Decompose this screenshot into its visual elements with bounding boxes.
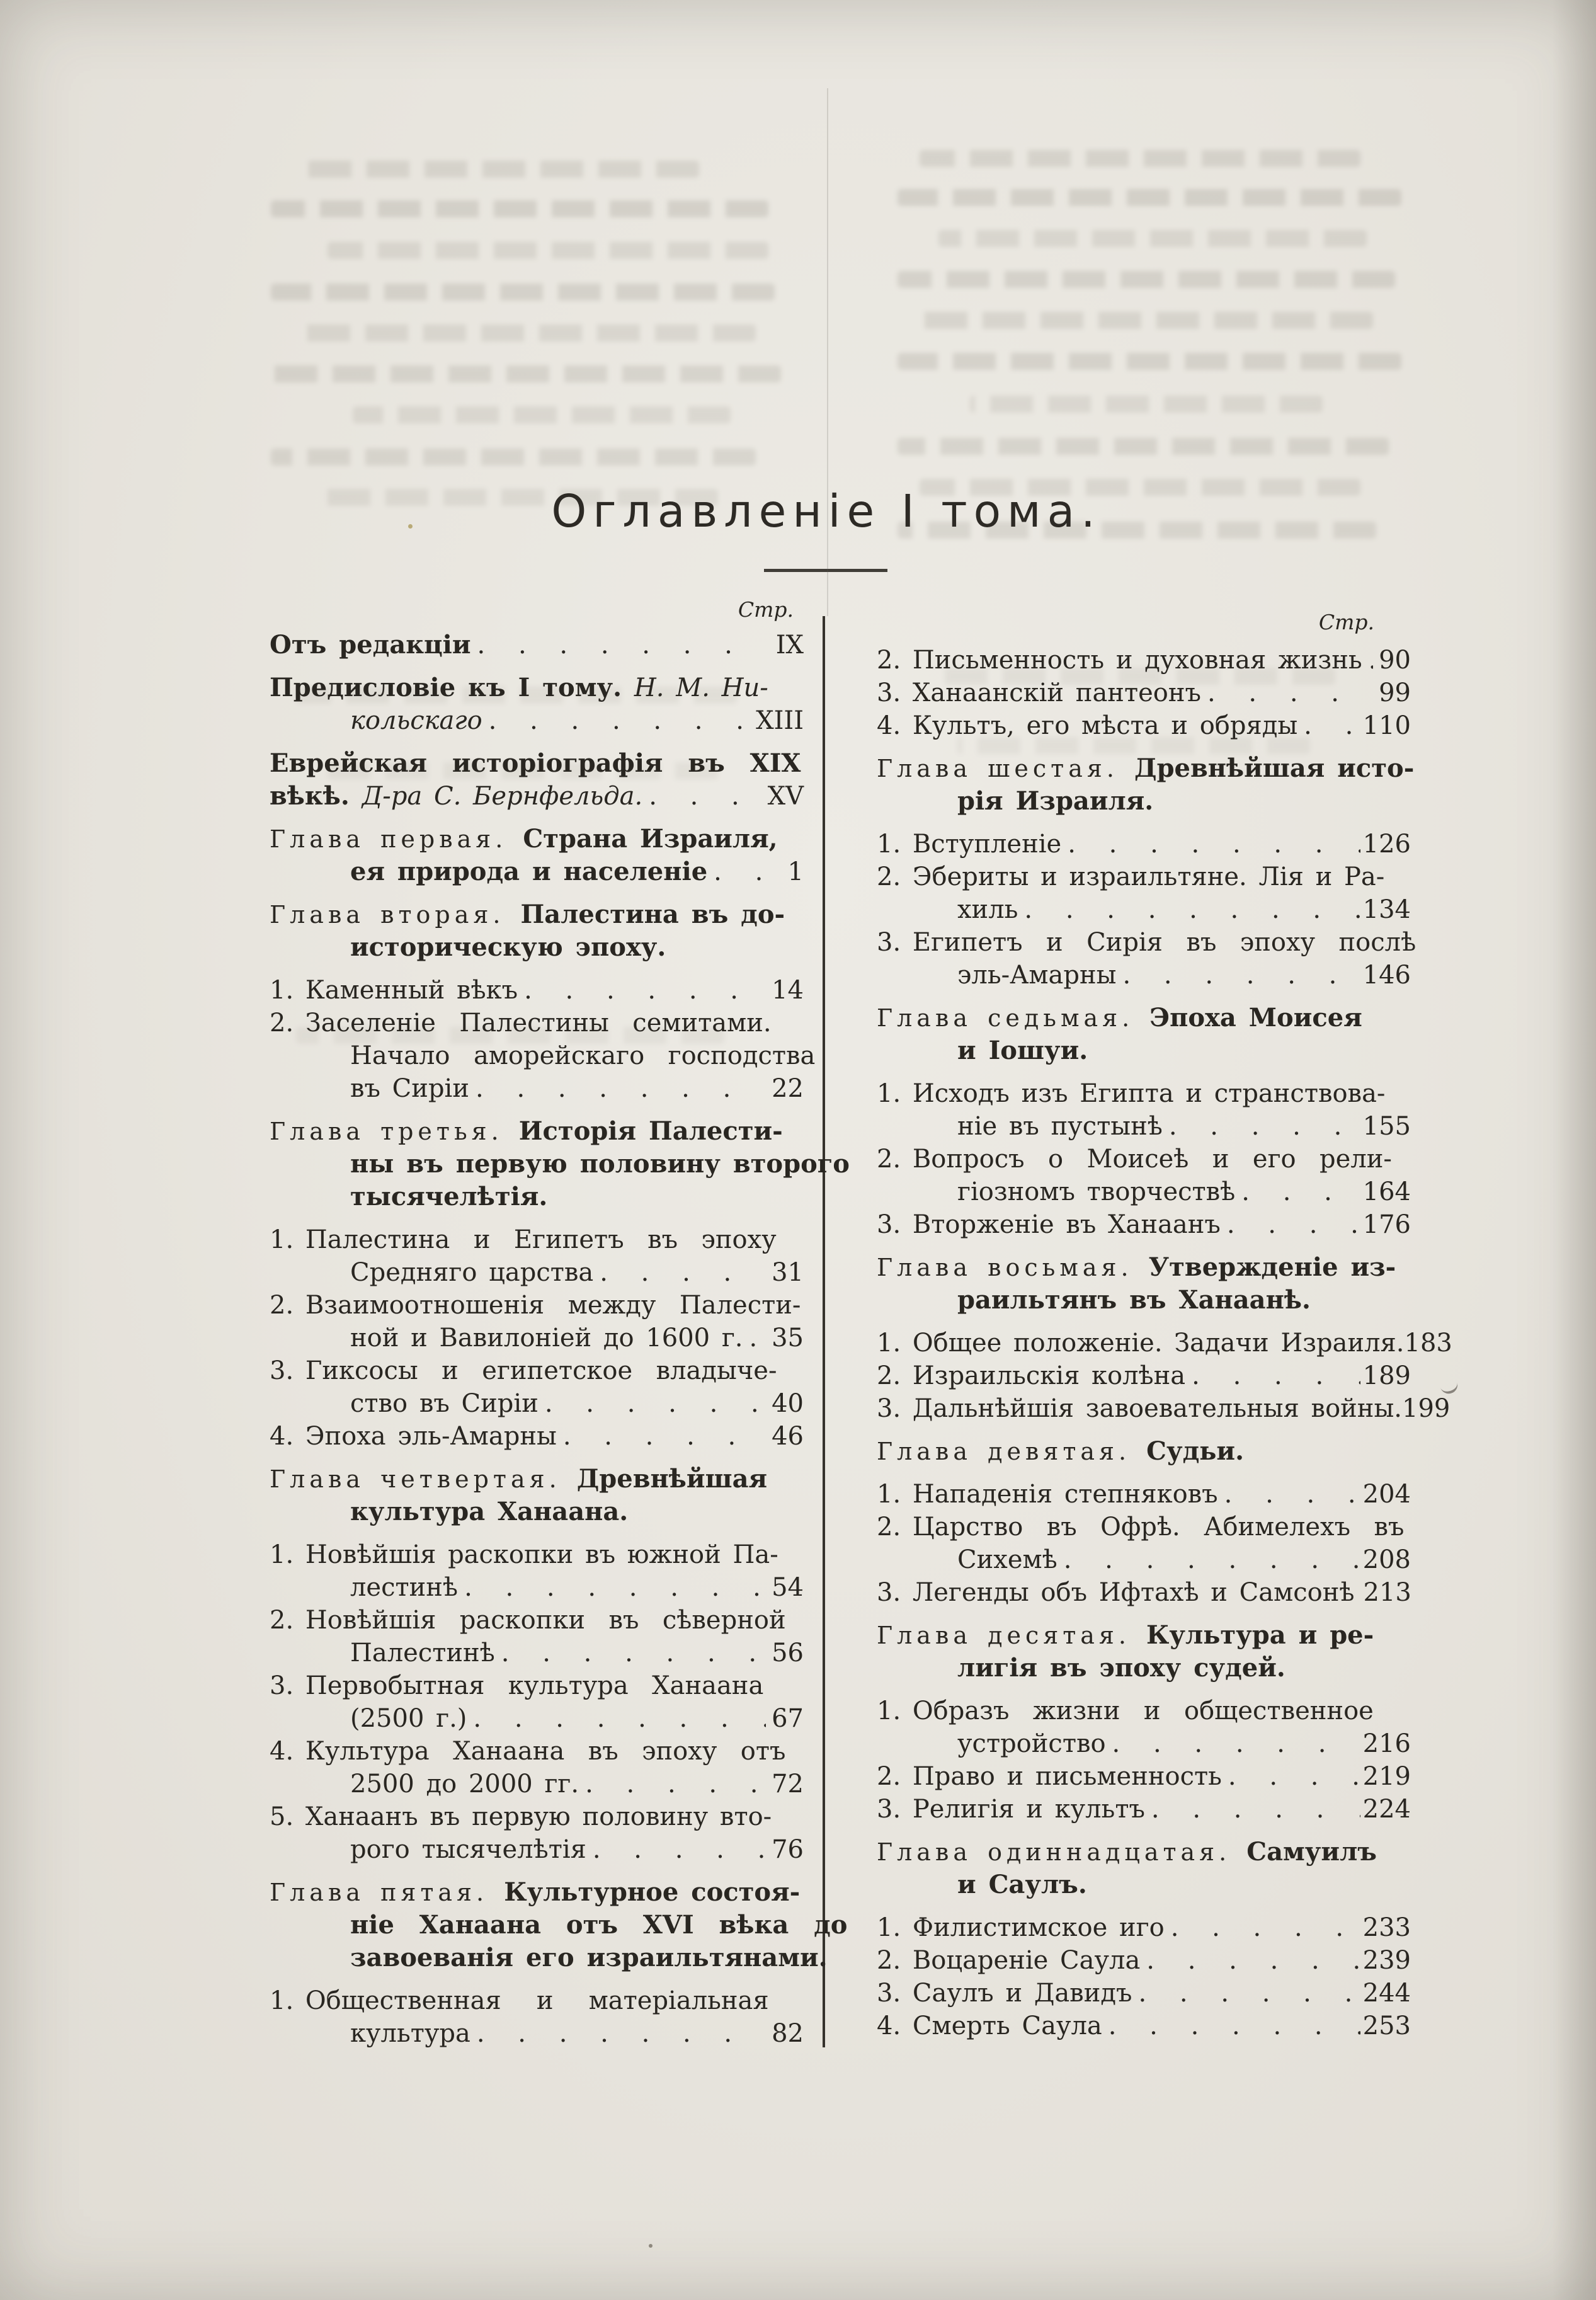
- page-number: 46: [772, 1422, 804, 1451]
- toc-text: 1. Новѣйшія раскопки въ южной Па-: [270, 1540, 778, 1569]
- toc-entry-line: [877, 1392, 1451, 1425]
- bleed-through-ghost-text: [898, 353, 1401, 370]
- toc-entry-line: [270, 855, 804, 888]
- toc-entry-line: [270, 1354, 804, 1387]
- toc-text: кольскаго: [350, 706, 482, 735]
- toc-text: 1. Палестина и Египетъ въ эпоху: [270, 1225, 777, 1254]
- leader-dots: [585, 1768, 766, 1800]
- toc-left-column: [270, 597, 850, 2050]
- toc-entry-line: [877, 1868, 1411, 1901]
- toc-entry-line: [270, 1223, 804, 1256]
- page-number: 56: [772, 1639, 804, 1668]
- toc-text: Еврейская исторіографія въ XIX: [270, 748, 801, 778]
- page-number: 216: [1362, 1729, 1411, 1758]
- bleed-through-ghost-text: [271, 365, 781, 382]
- page-number: 244: [1362, 1979, 1411, 2008]
- page-number: 99: [1379, 678, 1411, 707]
- toc-text: завоеванія его израильтянами.: [350, 1943, 828, 1972]
- toc-entry-line: [270, 1571, 804, 1604]
- toc-entry-line: [877, 1944, 1411, 1977]
- toc-text: 2. Заселеніе Палестины семитами.: [270, 1009, 772, 1038]
- leader-dots: [1241, 1176, 1360, 1208]
- toc-entry-line: [877, 709, 1411, 742]
- toc-text: Отъ редакціи: [270, 630, 471, 660]
- toc-text: 1. Образъ жизни и общественное: [877, 1696, 1374, 1725]
- toc-text: Глава первая.: [270, 825, 523, 853]
- toc-chapter-line: [877, 1002, 1411, 1034]
- toc-text: 3. Ханаанскій пантеонъ: [877, 678, 1201, 707]
- toc-text: Н. М. Ни-: [634, 673, 768, 702]
- page-number: 1: [787, 857, 804, 886]
- toc-entry-line: [877, 1176, 1411, 1208]
- toc-text: 1. Филистимское иго: [877, 1913, 1165, 1942]
- toc-text: ея природа и населеніе: [350, 857, 708, 886]
- toc-text: вѣкѣ.: [270, 781, 362, 811]
- leader-dots: [1227, 1208, 1360, 1241]
- page-number: IX: [775, 631, 804, 660]
- toc-chapter-line: [877, 1435, 1411, 1468]
- toc-entry-line: [877, 2010, 1411, 2042]
- toc-text: 4. Смерть Саула: [877, 2011, 1102, 2040]
- toc-entry-line: [877, 677, 1411, 709]
- toc-entry-line: [877, 959, 1411, 992]
- paper-speck: [408, 524, 413, 529]
- page-number: 40: [772, 1389, 804, 1418]
- toc-text: Глава седьмая.: [877, 1004, 1150, 1032]
- bleed-through-ghost-text: [920, 312, 1373, 329]
- leader-dots: [1109, 2010, 1360, 2042]
- toc-text: лигія въ эпоху судей.: [957, 1653, 1285, 1683]
- toc-entry-line: [877, 828, 1411, 861]
- toc-text: Судьи.: [1146, 1436, 1244, 1466]
- toc-entry-line: [270, 1289, 804, 1322]
- toc-entry-line: [270, 747, 804, 780]
- toc-text: рія Израиля.: [957, 786, 1154, 816]
- toc-entry-line: [877, 1652, 1411, 1685]
- toc-text: Страна Израиля,: [523, 824, 778, 854]
- toc-entry-line: [877, 1543, 1411, 1576]
- toc-text: Предисловіе къ I тому.: [270, 673, 634, 702]
- toc-text: 3. Саулъ и Давидъ: [877, 1979, 1132, 2008]
- toc-text: рого тысячелѣтія: [350, 1835, 586, 1864]
- toc-text: 3. Египетъ и Сирія въ эпоху послѣ: [877, 928, 1416, 957]
- toc-text: въ Сиріи: [350, 1074, 470, 1103]
- toc-text: Самуилъ: [1246, 1837, 1377, 1867]
- toc-text: ной и Вавилоніей до 1600 г.: [350, 1324, 743, 1353]
- toc-chapter-line: [270, 898, 804, 931]
- toc-text: раильтянъ въ Ханаанѣ.: [957, 1285, 1311, 1315]
- page-number: 146: [1362, 961, 1411, 990]
- page-number: 213: [1363, 1578, 1411, 1607]
- toc-text: 2. Израильскія колѣна: [877, 1361, 1186, 1390]
- page-number: 126: [1362, 830, 1411, 859]
- toc-entry-line: [270, 1768, 804, 1800]
- leader-dots: [1151, 1793, 1360, 1826]
- leader-dots: [563, 1420, 766, 1453]
- leader-dots: [477, 629, 766, 661]
- leader-dots: [1369, 644, 1373, 677]
- column-divider-rule: [823, 616, 825, 2047]
- toc-chapter-line: [877, 1251, 1411, 1284]
- toc-text: 3. Гиксосы и египетское владыче-: [270, 1356, 777, 1385]
- toc-entry-line: [877, 1576, 1411, 1609]
- leader-dots: [1171, 1911, 1360, 1944]
- leader-dots: [464, 1571, 766, 1604]
- toc-text: культура Ханаана.: [350, 1497, 629, 1526]
- toc-entry-line: [877, 1760, 1411, 1793]
- toc-text: 1. Вступленіе: [877, 830, 1062, 859]
- page-number: 199: [1402, 1394, 1451, 1423]
- toc-text: Исторія Палести-: [518, 1116, 783, 1146]
- page-number: 54: [772, 1573, 804, 1602]
- toc-text: Культурное состоя-: [504, 1877, 801, 1907]
- page-number: 110: [1362, 711, 1411, 740]
- toc-text: историческую эпоху.: [350, 932, 666, 962]
- page-number: 208: [1362, 1545, 1411, 1574]
- page-number: 204: [1362, 1480, 1411, 1509]
- page-number: XIII: [756, 706, 804, 735]
- toc-entry-line: [270, 672, 804, 704]
- toc-entry-line: [270, 780, 804, 813]
- toc-entry-line: [270, 1669, 804, 1702]
- toc-entry-line: [877, 1793, 1411, 1826]
- toc-entry-line: [270, 1833, 804, 1866]
- leader-dots: [1169, 1110, 1360, 1143]
- page-number: 155: [1362, 1112, 1411, 1141]
- toc-text: Глава четвертая.: [270, 1465, 577, 1493]
- toc-entry-line: [270, 629, 804, 661]
- toc-entry-line: [877, 1034, 1411, 1067]
- toc-text: 3. Первобытная культура Ханаана: [270, 1671, 764, 1700]
- leader-dots: [1224, 1478, 1360, 1511]
- toc-text: ніе Ханаана отъ XVI вѣка до: [350, 1910, 848, 1940]
- leader-dots: [1228, 1760, 1360, 1793]
- toc-text: Глава восьмая.: [877, 1254, 1149, 1281]
- leader-dots: [545, 1387, 766, 1420]
- page-number: 76: [772, 1835, 804, 1864]
- toc-text: 2. Взаимоотношенія между Палести-: [270, 1291, 801, 1320]
- toc-text: Утвержденіе из-: [1148, 1252, 1396, 1282]
- toc-text: 4. Эпоха эль-Амарны: [270, 1422, 557, 1451]
- toc-text: Д-ра С. Бернфельда.: [362, 782, 643, 811]
- toc-entry-line: [270, 1007, 804, 1039]
- toc-entry-line: [877, 1977, 1411, 2010]
- leader-dots: [1112, 1727, 1360, 1760]
- toc-text: хиль: [957, 895, 1018, 924]
- toc-text: Начало аморейскаго господства: [350, 1041, 816, 1070]
- toc-text: 3. Легенды объ Ифтахѣ и Самсонѣ: [877, 1578, 1355, 1607]
- toc-text: культура: [350, 2019, 470, 2048]
- scan-edge-shade: [1552, 0, 1596, 2300]
- toc-text: Глава девятая.: [877, 1438, 1147, 1465]
- toc-entry-line: [877, 1077, 1411, 1110]
- bleed-through-ghost-text: [296, 324, 756, 341]
- toc-chapter-line: [270, 823, 804, 855]
- page-number: 31: [772, 1258, 804, 1287]
- toc-text: ны въ первую половину второго: [350, 1149, 850, 1179]
- toc-entry-line: [270, 1387, 804, 1420]
- toc-text: 4. Культъ, его мѣста и обряды: [877, 711, 1298, 740]
- leader-dots: [524, 974, 766, 1007]
- leader-dots: [476, 1072, 766, 1105]
- toc-text: Глава одиннадцатая.: [877, 1838, 1247, 1866]
- bleed-through-ghost-text: [271, 283, 775, 300]
- toc-chapter-line: [270, 1115, 804, 1148]
- toc-entry-line: [877, 1695, 1411, 1727]
- page-number: 189: [1362, 1361, 1411, 1390]
- toc-entry-line: [877, 644, 1411, 677]
- leader-dots: [1146, 1944, 1360, 1977]
- leader-dots: [600, 1256, 766, 1289]
- toc-entry-line: [270, 1256, 804, 1289]
- toc-text: 4. Культура Ханаана въ эпоху отъ: [270, 1737, 786, 1766]
- toc-entry-line: [270, 974, 804, 1007]
- toc-entry-line: [877, 1143, 1411, 1176]
- toc-chapter-line: [270, 1876, 804, 1909]
- toc-entry-line: [877, 1208, 1411, 1241]
- title-rule: [764, 569, 887, 572]
- toc-text: 1. Нападенія степняковъ: [877, 1480, 1218, 1509]
- toc-entry-line: [877, 1911, 1411, 1944]
- toc-entry-line: [877, 1110, 1411, 1143]
- leader-dots: [1304, 709, 1360, 742]
- toc-text: 2. Эбериты и израильтяне. Лія и Ра-: [877, 862, 1385, 891]
- page-number: 224: [1362, 1795, 1411, 1824]
- toc-text: Глава пятая.: [270, 1879, 504, 1906]
- toc-entry-line: [270, 1039, 816, 1072]
- toc-entry-line: [270, 1702, 804, 1735]
- toc-text: Глава шестая.: [877, 755, 1134, 782]
- page-number: 176: [1362, 1210, 1411, 1239]
- toc-entry-line: [270, 931, 804, 964]
- leader-dots: [1122, 959, 1360, 992]
- toc-entry-line: [877, 926, 1416, 959]
- toc-entry-line: [270, 1322, 804, 1354]
- toc-text: Палестинѣ: [350, 1639, 495, 1668]
- leader-dots: [1068, 828, 1360, 861]
- toc-entry-line: [877, 1478, 1411, 1511]
- leader-dots: [1207, 677, 1373, 709]
- page-number: 253: [1362, 2011, 1411, 2040]
- leader-dots: [649, 780, 765, 813]
- toc-text: тысячелѣтія.: [350, 1182, 548, 1211]
- toc-entry-line: [877, 1284, 1411, 1317]
- toc-text: 3. Вторженіе въ Ханаанъ: [877, 1210, 1221, 1239]
- toc-entry-line: [877, 1327, 1452, 1359]
- page-number: 22: [772, 1074, 804, 1103]
- toc-text: Палестина въ до-: [520, 900, 785, 929]
- page-number: 67: [772, 1704, 804, 1733]
- page-column-label-left: Стр.: [738, 597, 794, 622]
- page-number: 183: [1404, 1329, 1452, 1358]
- toc-entry-line: [270, 704, 804, 737]
- toc-text: ніе въ пустынѣ: [957, 1112, 1163, 1141]
- leader-dots: [714, 855, 766, 888]
- bleed-through-ghost-text: [271, 200, 768, 217]
- toc-entry-line: [270, 1800, 804, 1833]
- toc-entry-line: [270, 2017, 804, 2050]
- toc-text: 1. Общее положеніе. Задачи Израиля.: [877, 1329, 1405, 1358]
- toc-chapter-line: [877, 1619, 1411, 1652]
- toc-chapter-line: [877, 752, 1415, 785]
- bleed-through-ghost-text: [328, 242, 768, 259]
- toc-text: 3. Религія и культъ: [877, 1795, 1145, 1824]
- leader-dots: [1024, 893, 1360, 926]
- toc-entry-line: [877, 785, 1411, 818]
- toc-text: эль-Амарны: [957, 961, 1117, 990]
- toc-entry-line: [270, 1637, 804, 1669]
- leader-dots: [489, 704, 753, 737]
- toc-entry-line: [877, 1511, 1411, 1543]
- toc-entry-line: [270, 1181, 804, 1213]
- page-number: 239: [1362, 1946, 1411, 1975]
- leader-dots: [477, 2017, 766, 2050]
- toc-text: 2. Воцареніе Саула: [877, 1946, 1141, 1975]
- toc-text: ство въ Сиріи: [350, 1389, 539, 1418]
- toc-text: Эпоха Моисея: [1149, 1003, 1362, 1033]
- toc-entry-line: [877, 1727, 1411, 1760]
- bleed-through-ghost-text: [271, 449, 756, 466]
- toc-chapter-line: [877, 1836, 1411, 1868]
- toc-text: 2. Царство въ Офрѣ. Абимелехъ въ: [877, 1513, 1405, 1542]
- toc-chapter-line: [270, 1463, 804, 1496]
- toc-text: Глава десятая.: [877, 1622, 1147, 1649]
- page-number: 14: [772, 976, 804, 1005]
- page-number: 219: [1362, 1762, 1411, 1791]
- toc-text: Культура и ре-: [1146, 1620, 1374, 1650]
- toc-entry-line: [270, 1735, 804, 1768]
- bleed-through-ghost-text: [353, 406, 731, 423]
- bleed-through-ghost-text: [296, 161, 699, 178]
- toc-text: Глава третья.: [270, 1118, 519, 1145]
- bleed-through-ghost-text: [920, 150, 1360, 167]
- toc-text: Древнѣйшая: [576, 1464, 768, 1494]
- page-title: Оглавленіе I тома.: [551, 485, 1102, 537]
- bleed-through-ghost-text: [898, 271, 1395, 288]
- leader-dots: [473, 1702, 766, 1735]
- toc-entry-line: [270, 1984, 804, 2017]
- toc-text: 5. Ханаанъ въ первую половину вто-: [270, 1802, 772, 1831]
- toc-text: 2500 до 2000 гг.: [350, 1770, 579, 1799]
- toc-text: 2. Письменность и духовная жизнь: [877, 646, 1362, 675]
- toc-text: и Саулъ.: [957, 1870, 1087, 1899]
- leader-dots: [1138, 1977, 1360, 2010]
- toc-text: устройство: [957, 1729, 1106, 1758]
- toc-entry-line: [270, 1538, 804, 1571]
- toc-text: 2. Право и письменность: [877, 1762, 1222, 1791]
- leader-dots: [501, 1637, 766, 1669]
- toc-entry-line: [877, 1359, 1411, 1392]
- bleed-through-ghost-text: [898, 438, 1389, 455]
- toc-text: 2. Новѣйшія раскопки въ сѣверной: [270, 1606, 786, 1635]
- toc-entry-line: [270, 1420, 804, 1453]
- toc-entry-line: [877, 861, 1411, 893]
- page-number: 82: [772, 2019, 804, 2048]
- toc-text: (2500 г.): [350, 1704, 467, 1733]
- toc-text: Средняго царства: [350, 1258, 594, 1287]
- toc-entry-line: [270, 1148, 850, 1181]
- page-number: 164: [1362, 1177, 1411, 1206]
- toc-text: 1. Исходъ изъ Египта и странствова-: [877, 1079, 1386, 1108]
- center-crease-line: [827, 88, 828, 616]
- page-number: 35: [772, 1324, 804, 1353]
- toc-text: Глава вторая.: [270, 901, 521, 929]
- paper-speck: [649, 2244, 653, 2248]
- page-number: 134: [1362, 895, 1411, 924]
- toc-entry-line: [270, 1909, 848, 1942]
- page-number: 72: [772, 1770, 804, 1799]
- bleed-through-ghost-text: [970, 396, 1323, 413]
- toc-text: и Іошуи.: [957, 1036, 1088, 1065]
- leader-dots: [750, 1322, 766, 1354]
- page-number: 233: [1362, 1913, 1411, 1942]
- leader-dots: [1064, 1543, 1360, 1576]
- toc-text: Сихемѣ: [957, 1545, 1057, 1574]
- toc-text: 1. Каменный вѣкъ: [270, 976, 518, 1005]
- toc-entry-line: [270, 1072, 804, 1105]
- toc-text: 1. Общественная и матеріальная: [270, 1986, 769, 2015]
- page-number: XV: [767, 782, 804, 811]
- toc-entry-line: [877, 893, 1411, 926]
- bleed-through-ghost-text: [938, 230, 1367, 247]
- toc-entry-line: [270, 1942, 828, 1974]
- toc-entry-line: [270, 1496, 804, 1528]
- leader-dots: [593, 1833, 766, 1866]
- toc-text: 2. Вопросъ о Моисеѣ и его рели-: [877, 1145, 1392, 1174]
- toc-text: Древнѣйшая исто-: [1134, 753, 1415, 783]
- toc-text: 3. Дальнѣйшія завоевательныя войны.: [877, 1394, 1403, 1423]
- page-column-label-right: Стр.: [1318, 610, 1374, 634]
- leader-dots: [1192, 1359, 1360, 1392]
- toc-text: лестинѣ: [350, 1573, 459, 1602]
- toc-entry-line: [270, 1604, 804, 1637]
- bleed-through-ghost-text: [898, 189, 1401, 206]
- toc-right-column: [877, 610, 1452, 2042]
- toc-text: гіозномъ творчествѣ: [957, 1177, 1236, 1206]
- page-number: 90: [1379, 646, 1411, 675]
